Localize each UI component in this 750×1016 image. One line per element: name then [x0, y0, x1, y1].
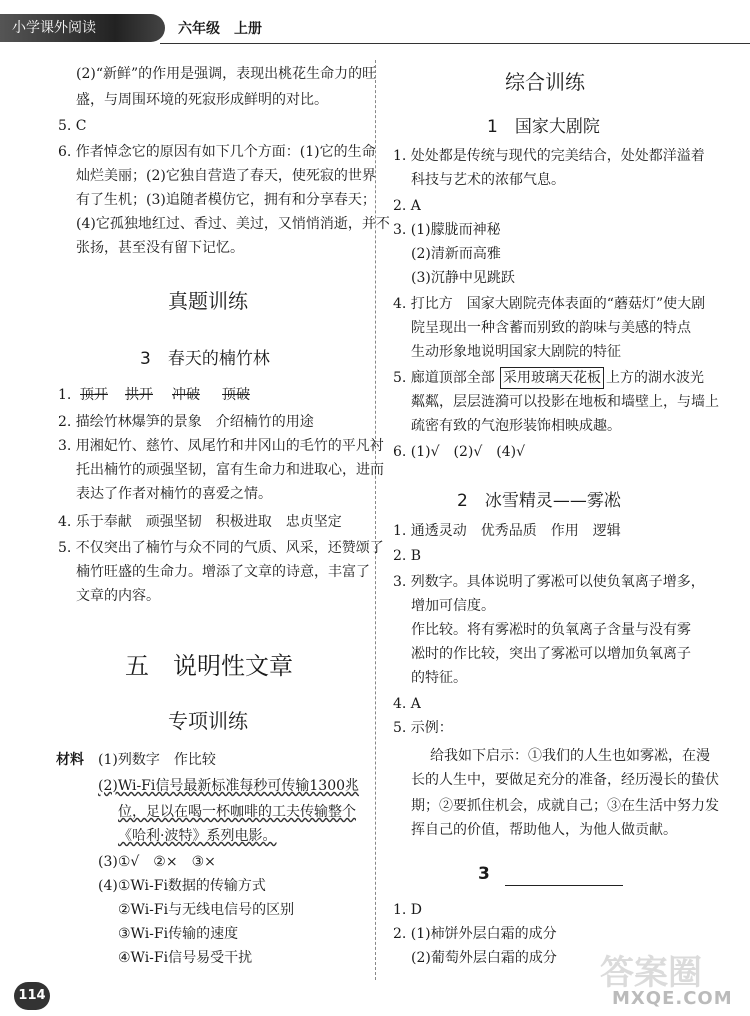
text-line: 1. D [393, 902, 423, 918]
blank-title-line [505, 885, 623, 886]
page-header [0, 14, 750, 44]
text-line: 托出楠竹的顽强坚韧，富有生命力和进取心，进而 [76, 462, 384, 478]
header-rule [160, 43, 750, 44]
lesson-number: 3 [478, 864, 490, 884]
text-line: 3. (1)朦胧而神秘 [393, 222, 501, 238]
text-line: 5. 廊道顶部全部 [393, 370, 495, 386]
text-line: 期；②要抓住机会，成就自己；③在生活中努力发 [411, 798, 719, 814]
text-line: 张扬，甚至没有留下记忆。 [76, 240, 244, 256]
text-line: 楠竹旺盛的生命力。增添了文章的诗意，丰富了 [76, 564, 370, 580]
section-title: 综合训练 [505, 70, 585, 94]
text-line: 2. A [393, 198, 421, 214]
text-line: 2. (1)柿饼外层白霜的成分 [393, 926, 557, 942]
text-line: 3. 用湘妃竹、慈竹、凤尾竹和井冈山的毛竹的平凡衬 [58, 438, 384, 454]
text-line: 2. B [393, 548, 422, 564]
text-line: 盛，与周围环境的死寂形成鲜明的对比。 [76, 92, 328, 108]
text-line: 上方的湖水波光 [606, 370, 704, 386]
text-line: 5. 示例： [393, 720, 453, 736]
unit-title: 五 说明性文章 [125, 652, 293, 680]
text-line: 5. 不仅突出了楠竹与众不同的气质、风采，还赞颂了 [58, 540, 384, 556]
text-line: (2)葡萄外层白霜的成分 [411, 950, 557, 966]
text-line: 作比较。将有雾凇时的负氧离子含量与没有雾 [411, 622, 691, 638]
text-line: 增加可信度。 [411, 598, 495, 614]
text-line: 科技与艺术的浓郁气息。 [411, 172, 565, 188]
text-line: 2. 描绘竹林爆笋的景象 介绍楠竹的用途 [58, 414, 314, 430]
text-line: 有了生机；(3)追随者模仿它，拥有和分享春天； [76, 192, 376, 208]
text-line: 生动形象地说明国家大剧院的特征 [411, 344, 621, 360]
text-line: 粼粼，层层涟漪可以投影在地板和墙壁上，与墙上 [411, 394, 719, 410]
text-line: 挥自己的价值，帮助他人，为他人做贡献。 [411, 822, 677, 838]
section-title: 真题训练 [168, 289, 248, 313]
page-number: 114 [14, 982, 50, 1010]
text-line: 疏密有致的气泡形装饰相映成趣。 [411, 418, 621, 434]
text-line: 4. A [393, 696, 421, 712]
text-line: 灿烂美丽；(2)它独自营造了春天，使死寂的世界 [76, 168, 376, 184]
grade-label: 六年级 上册 [178, 21, 262, 37]
watermark-logo: 答案圈 [600, 953, 702, 993]
text-line: 《哈利·波特》系列电影。 [118, 828, 277, 844]
text-line: ③Wi-Fi传输的速度 [118, 926, 239, 942]
text-line: (3)沉静中见跳跃 [411, 270, 515, 286]
text-line: 的特征。 [411, 670, 467, 686]
material-label: 材料 [56, 752, 84, 768]
text-line: 文章的内容。 [76, 588, 160, 604]
watermark-url: MXQE.COM [612, 988, 733, 1009]
text-line: (4)①Wi-Fi数据的传输方式 [98, 878, 266, 894]
text-line: 位，足以在喝一杯咖啡的工夫传输整个 [118, 804, 356, 820]
q1-item: 冲破 [172, 387, 200, 403]
text-line: 4. 打比方 国家大剧院壳体表面的“蘑菇灯”使大剧 [393, 296, 706, 312]
text-line: 给我如下启示：①我们的人生也如雾凇，在漫 [430, 748, 710, 764]
text-line: 院呈现出一种含蓄而别致的韵味与美感的特点 [411, 320, 691, 336]
text-line: 5. C [58, 118, 87, 134]
text-line: (2)“新鲜”的作用是强调，表现出桃花生命力的旺 [76, 66, 377, 82]
text-line: 长的人生中，要做足充分的准备，经历漫长的蛰伏 [411, 772, 719, 788]
text-line: 6. 作者悼念它的原因有如下几个方面：(1)它的生命 [58, 144, 376, 160]
text-line: (4)它孤独地红过、香过、美过，又悄悄消逝，并不 [76, 216, 390, 232]
text-line: 凇时的作比较，突出了雾凇可以增加负氧离子 [411, 646, 691, 662]
text-line: 1. 处处都是传统与现代的完美结合，处处都洋溢着 [393, 148, 705, 164]
text-line: (2)清新而高雅 [411, 246, 501, 262]
text-line: 4. 乐于奉献 顽强坚韧 积极进取 忠贞坚定 [58, 514, 342, 530]
text-line: 1. 通透灵动 优秀品质 作用 逻辑 [393, 523, 621, 539]
lesson-title: 3 春天的楠竹林 [140, 349, 270, 369]
text-line: ②Wi-Fi与无线电信号的区别 [118, 902, 295, 918]
text-line: (3)①√ ②× ③× [98, 854, 216, 870]
series-badge: 小学课外阅读 [0, 14, 165, 42]
text-line: (2)Wi-Fi信号最新标准每秒可传输1300兆 [98, 778, 360, 794]
lesson-title: 1 国家大剧院 [487, 117, 600, 137]
text-line: 6. (1)√ (2)√ (4)√ [393, 444, 526, 460]
text-line: ④Wi-Fi信号易受干扰 [118, 950, 253, 966]
text-line: (1)列数字 作比较 [98, 752, 216, 768]
text-line: 表达了作者对楠竹的喜爱之情。 [76, 486, 272, 502]
boxed-text: 采用玻璃天花板 [500, 367, 604, 389]
section-title: 专项训练 [168, 709, 248, 733]
text-line: 3. 列数字。具体说明了雾凇可以使负氧离子增多， [393, 574, 705, 590]
lesson-title: 2 冰雪精灵——雾凇 [457, 491, 621, 511]
q1-number: 1. [58, 387, 72, 403]
q1-item: 拱开 [125, 387, 153, 403]
q1-item: 顶开 [80, 387, 108, 403]
q1-item: 顶破 [222, 387, 250, 403]
